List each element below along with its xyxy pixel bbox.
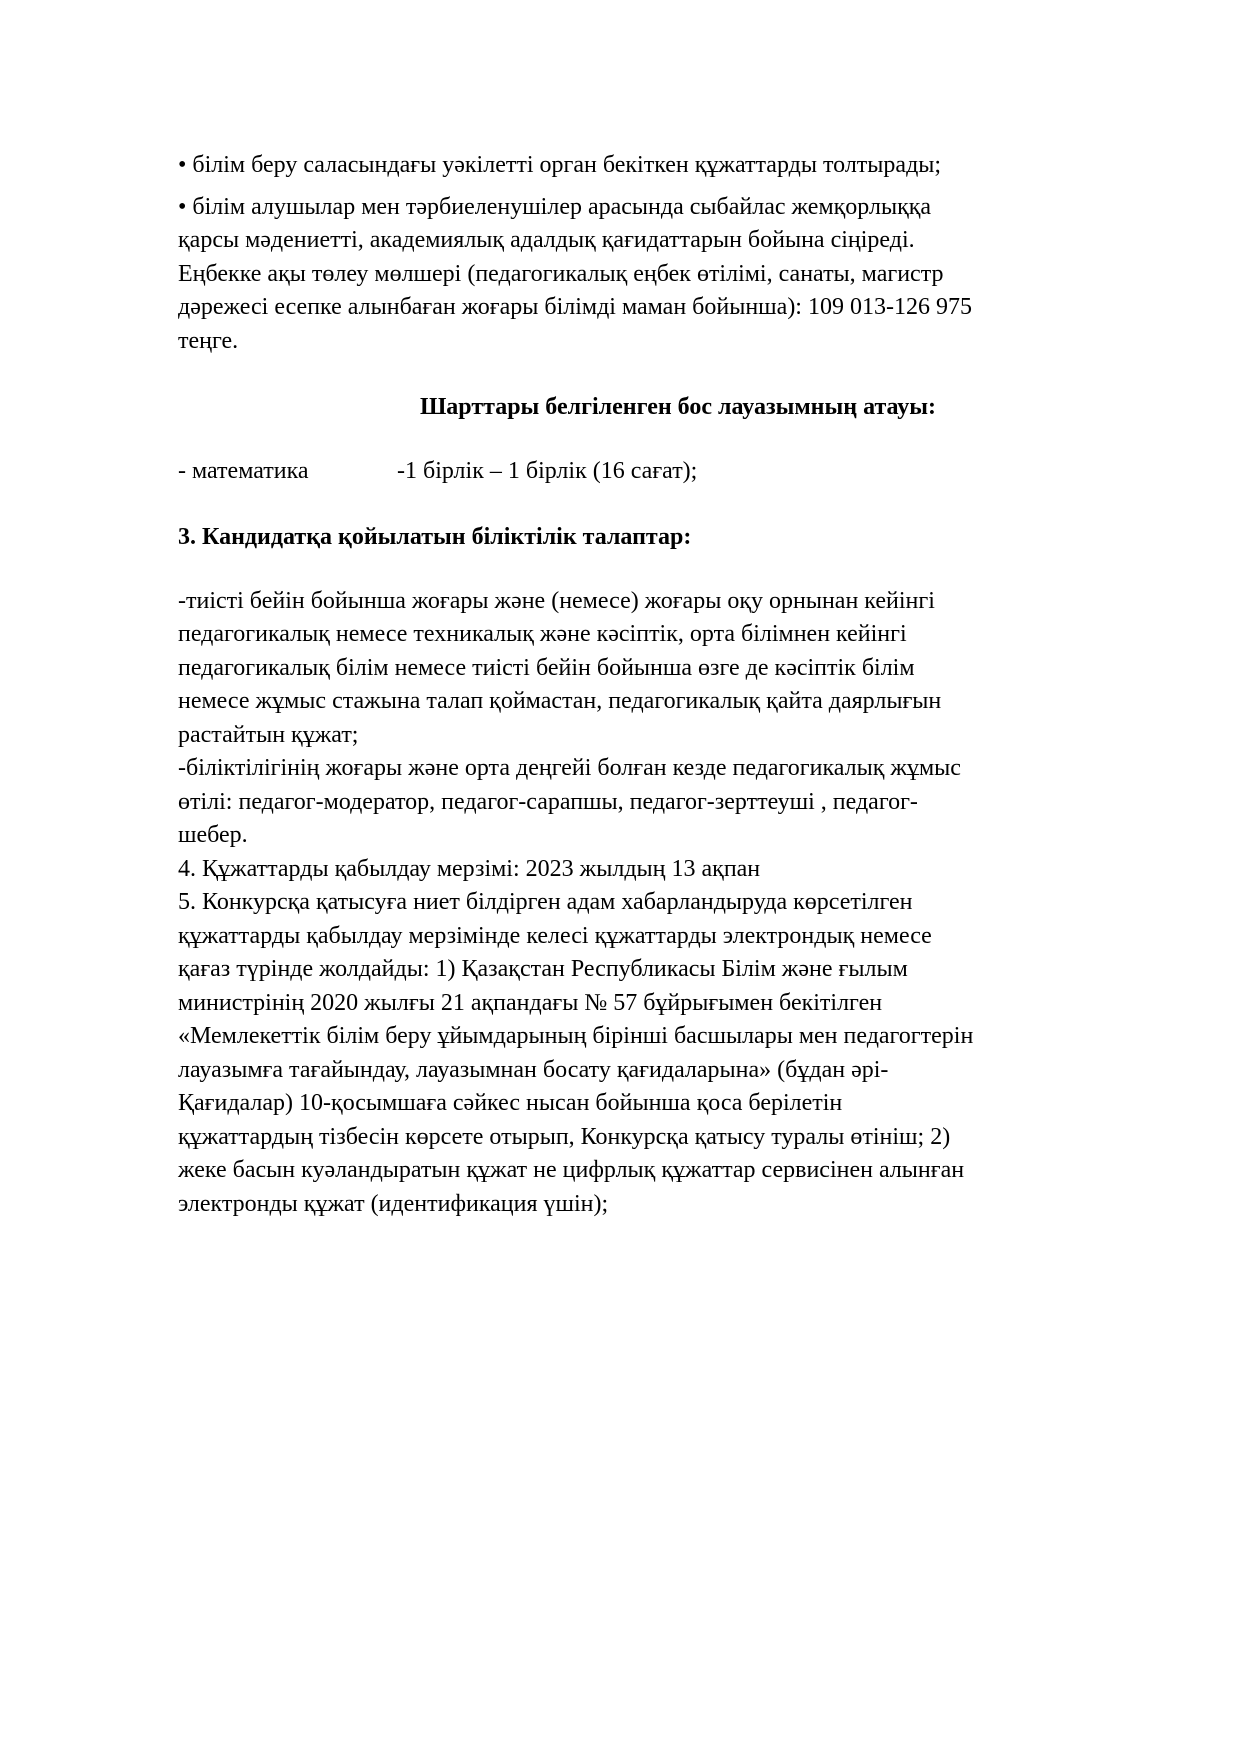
text-line: • білім алушылар мен тәрбиеленушілер арасында сыбайлас жемқорлыққа [178,193,932,220]
text-line: министрінің 2020 жылғы 21 ақпандағы № 57 бұйрығымен бекітілген [178,989,883,1016]
text-line: электронды құжат (идентификация үшін); [178,1190,609,1217]
text-line: педагогикалық білім немесе тиісті бейін бойынша өзге де кәсіптік білім [178,654,915,681]
vacancy-subject: - математика [178,457,309,484]
text-line: құжаттардың тізбесін көрсете отырып, Конкурсқа қатысу туралы өтініш; 2) [178,1123,951,1150]
text-line: қарсы мәдениетті, академиялық адалдық қағидаттарын бойына сіңіреді. [178,227,915,253]
vacancy-units: -1 бірлік – 1 бірлік (16 сағат); [397,457,698,484]
duty-bullet-fill-documents: • білім беру саласындағы уәкілетті орган бекіткен құжаттарды толтырады; [178,152,942,178]
text-line: -тиісті бейін бойынша жоғары және (немесе) жоғары оқу орнынан кейінгі [178,587,935,614]
text-line: «Мемлекеттік білім беру ұйымдарының бірінші басшылары мен педагогтерін [178,1023,974,1049]
text-line: Қағидалар) 10-қосымшаға сәйкес нысан бойынша қоса берілетін [178,1090,843,1116]
document-page [178,149,1178,1221]
text-line: дәрежесі есепке алынбаған жоғары білімді маман бойынша): 109 013-126 975 [178,294,972,320]
text-line: шебер. [178,822,248,848]
text-line: құжаттарды қабылдау мерзімінде келесі құжаттарды электрондық немесе [178,922,932,949]
text-line: лауазымға тағайындау, лауазымнан босату қағидаларына» (бұдан әрі- [178,1056,889,1083]
text-line: теңге. [178,327,239,354]
vacancy-heading: Шарттары белгіленген бос лауазымның атауы: [419,394,937,420]
requirements-body [178,585,1178,1222]
text-line: немесе жұмыс стажына талап қоймастан, педагогикалық қайта даярлығын [178,688,942,714]
text-line: 5. Конкурсқа қатысуға ниет білдірген адам хабарландыруда көрсетілген [178,889,913,915]
deadline-line: 4. Құжаттарды қабылдау мерзімі: 2023 жылдың 13 ақпан [178,855,761,882]
salary-paragraph [178,258,1178,359]
requirements-heading: 3. Кандидатқа қойылатын біліктілік талаптар: [178,524,692,550]
text-line: -біліктілігінің жоғары және орта деңгейі болған кезде педагогикалық жұмыс [178,755,961,781]
text-line: өтілі: педагог-модератор, педагог-сарапшы, педагог-зерттеуші , педагог- [178,788,918,815]
text-line: Еңбекке ақы төлеу мөлшері (педагогикалық еңбек өтілімі, санаты, магистр [178,260,944,287]
text-line: қағаз түрінде жолдайды: 1) Қазақстан Республикасы Білім және ғылым [178,956,908,982]
vacancy-row [178,455,1178,489]
duty-bullet-anticorruption [178,191,1178,258]
text-line: жеке басын куәландыратын құжат не цифрлық құжаттар сервисінен алынған [178,1157,965,1183]
text-line: педагогикалық немесе техникалық және кәсіптік, орта білімнен кейінгі [178,621,907,647]
text-line: растайтын құжат; [178,721,359,748]
